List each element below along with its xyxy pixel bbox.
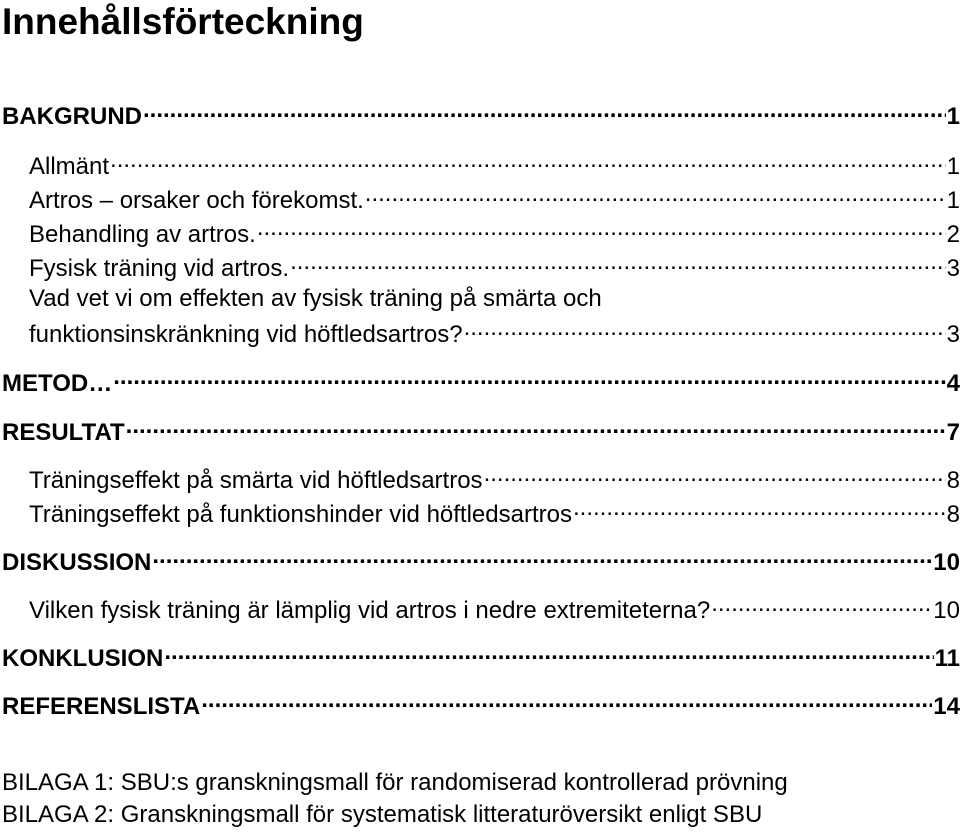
toc-entry-label: BAKGRUND xyxy=(2,103,142,130)
toc-page-number: 8 xyxy=(946,467,960,494)
dot-leader xyxy=(113,367,945,391)
toc-entry-diskussion[interactable] xyxy=(2,546,960,577)
appendix-2: BILAGA 2: Granskningsmall för systematisk litteraturöversikt enligt SBU xyxy=(2,801,763,828)
toc-entry-label: Träningseffekt på funktionshinder vid höftledsartros xyxy=(29,501,572,528)
dot-leader xyxy=(143,100,946,124)
toc-page-number: 2 xyxy=(946,221,960,248)
toc-entry-fysisk-traning[interactable] xyxy=(29,252,960,283)
toc-page-number: 14 xyxy=(933,693,960,720)
toc-entry-label: DISKUSSION xyxy=(2,549,152,576)
dot-leader xyxy=(290,252,946,276)
dot-leader xyxy=(201,690,932,714)
toc-entry-label: METOD… xyxy=(2,370,113,397)
toc-entry-vad-vet-vi[interactable] xyxy=(29,318,960,349)
toc-entry-label: Artros – orsaker och förekomst. xyxy=(29,187,364,214)
dot-leader xyxy=(110,150,946,174)
toc-entry-label: KONKLUSION xyxy=(2,645,164,672)
toc-entry-traningseffekt-funktionshinder[interactable] xyxy=(29,498,960,529)
toc-page-number: 3 xyxy=(946,255,960,282)
toc-entry-konklusion[interactable] xyxy=(2,642,960,673)
toc-page-number: 10 xyxy=(933,597,960,624)
dot-leader xyxy=(257,218,946,242)
toc-entry-allmant[interactable] xyxy=(29,150,960,181)
toc-entry-resultat[interactable] xyxy=(2,416,960,447)
toc-page-number: 4 xyxy=(946,370,960,397)
toc-page-number: 1 xyxy=(946,103,960,130)
toc-entry-vilken-fysisk-traning[interactable] xyxy=(29,594,960,625)
dot-leader xyxy=(365,184,946,208)
toc-page-number: 1 xyxy=(946,153,960,180)
dot-leader xyxy=(164,642,933,666)
toc-page-number: 10 xyxy=(933,549,960,576)
toc-page-number: 7 xyxy=(946,419,960,446)
toc-entry-label: Allmänt xyxy=(29,153,110,180)
toc-entry-first-line[interactable]: Vad vet vi om effekten av fysisk träning på smärta och xyxy=(29,285,602,312)
toc-page-number: 8 xyxy=(946,501,960,528)
toc-page-number: 3 xyxy=(946,321,960,348)
dot-leader xyxy=(152,546,932,570)
dot-leader xyxy=(126,416,946,440)
dot-leader xyxy=(464,318,946,342)
appendix-1: BILAGA 1: SBU:s granskningsmall för randomiserad kontrollerad prövning xyxy=(2,769,788,796)
toc-entry-label: Fysisk träning vid artros. xyxy=(29,255,290,282)
toc-page-number: 11 xyxy=(934,645,960,672)
toc-entry-label: funktionsinskränkning vid höftledsartros? xyxy=(29,321,463,348)
toc-entry-artros-orsaker[interactable] xyxy=(29,184,960,215)
dot-leader xyxy=(484,464,946,488)
toc-title: Innehållsförteckning xyxy=(2,1,364,42)
toc-entry-label: REFERENSLISTA xyxy=(2,693,201,720)
toc-entry-referenslista[interactable] xyxy=(2,690,960,721)
toc-entry-behandling[interactable] xyxy=(29,218,960,249)
toc-entry-label: Vilken fysisk träning är lämplig vid artros i nedre extremiteterna? xyxy=(29,597,711,624)
toc-entry-label: Träningseffekt på smärta vid höftledsartros xyxy=(29,467,483,494)
toc-entry-label: Behandling av artros. xyxy=(29,221,256,248)
toc-page-number: 1 xyxy=(946,187,960,214)
dot-leader xyxy=(573,498,946,522)
toc-entry-label: RESULTAT xyxy=(2,419,125,446)
toc-entry-traningseffekt-smarta[interactable] xyxy=(29,464,960,495)
toc-entry-metod[interactable] xyxy=(2,367,960,398)
toc-entry-bakgrund[interactable] xyxy=(2,100,960,131)
dot-leader xyxy=(711,594,932,618)
